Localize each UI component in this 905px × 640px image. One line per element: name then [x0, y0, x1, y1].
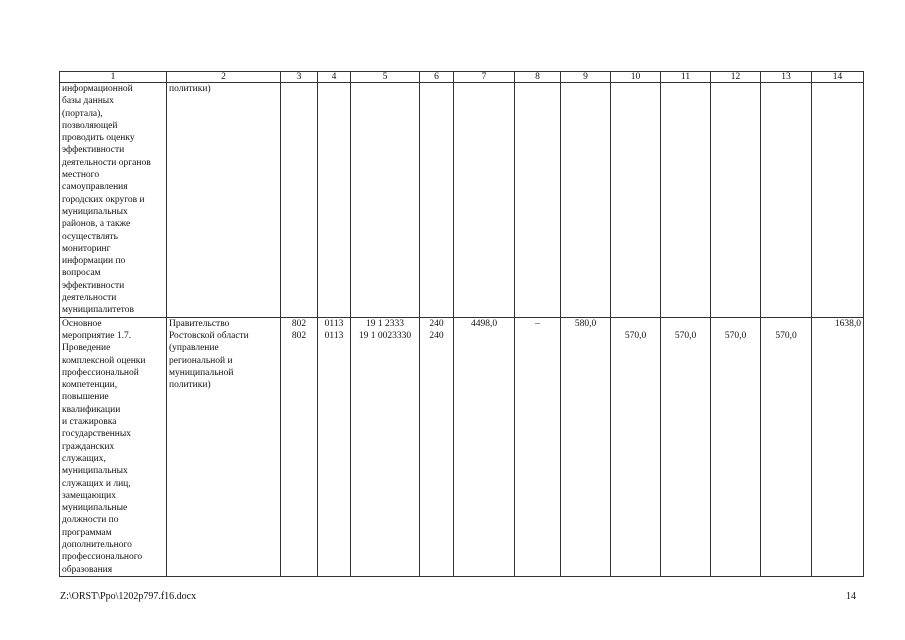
value-cell: 580,0: [561, 317, 611, 576]
col-header: 13: [761, 72, 812, 83]
col-header: 11: [661, 72, 711, 83]
col-header: 8: [515, 72, 561, 83]
col-header: 9: [561, 72, 611, 83]
table-row: [60, 317, 864, 576]
rzpr-cell: [318, 83, 351, 318]
value-cell: [761, 83, 812, 318]
executor-cell: Правительство Ростовской области (управление региональной и муниципальной политики): [167, 317, 281, 576]
value-cell: [454, 83, 515, 318]
vr-cell: 240 240: [420, 317, 454, 576]
col-header: 1: [60, 72, 167, 83]
budget-table: [59, 71, 864, 577]
table-row: [60, 83, 864, 318]
value-cell: [515, 83, 561, 318]
col-header: 2: [167, 72, 281, 83]
measure-cell: Основное мероприятие 1.7. Проведение комплексной оценки профессиональной компетенции, повышение квалификации и стажировка государственных гражданских служащих, муниципальных служащих и лиц, замещающих муниципальные должности по программам дополнительного профессионального образования: [60, 317, 167, 576]
value-cell: [812, 83, 864, 318]
value-cell: [711, 83, 761, 318]
value-cell: 570,0: [761, 317, 812, 576]
col-header: 10: [611, 72, 661, 83]
value-cell: 570,0: [711, 317, 761, 576]
file-path: Z:\ORST\Ppo\1202p797.f16.docx: [60, 591, 197, 602]
page-number: 14: [846, 591, 856, 602]
col-header: 5: [351, 72, 420, 83]
rzpr-cell: 0113 0113: [318, 317, 351, 576]
measure-cell: информационной базы данных (портала), позволяющей проводить оценку эффективности деятельности органов местного самоуправления городских округов и муниципальных районов, а также осуществлять мониторинг информации по вопросам эффективности деятельности муниципалитетов: [60, 83, 167, 318]
grbs-cell: [281, 83, 318, 318]
value-cell: 570,0: [661, 317, 711, 576]
col-header: 6: [420, 72, 454, 83]
col-header: 7: [454, 72, 515, 83]
col-header: 14: [812, 72, 864, 83]
vr-cell: [420, 83, 454, 318]
value-cell: 1638,0: [812, 317, 864, 576]
grbs-cell: 802 802: [281, 317, 318, 576]
column-number-row: [60, 72, 864, 83]
csr-cell: [351, 83, 420, 318]
csr-cell: 19 1 2333 19 1 0023330: [351, 317, 420, 576]
col-header: 4: [318, 72, 351, 83]
value-cell: [561, 83, 611, 318]
value-cell: 570,0: [611, 317, 661, 576]
value-cell: 4498,0: [454, 317, 515, 576]
executor-cell: политики): [167, 83, 281, 318]
value-cell: [611, 83, 661, 318]
col-header: 3: [281, 72, 318, 83]
value-cell: –: [515, 317, 561, 576]
value-cell: [661, 83, 711, 318]
col-header: 12: [711, 72, 761, 83]
